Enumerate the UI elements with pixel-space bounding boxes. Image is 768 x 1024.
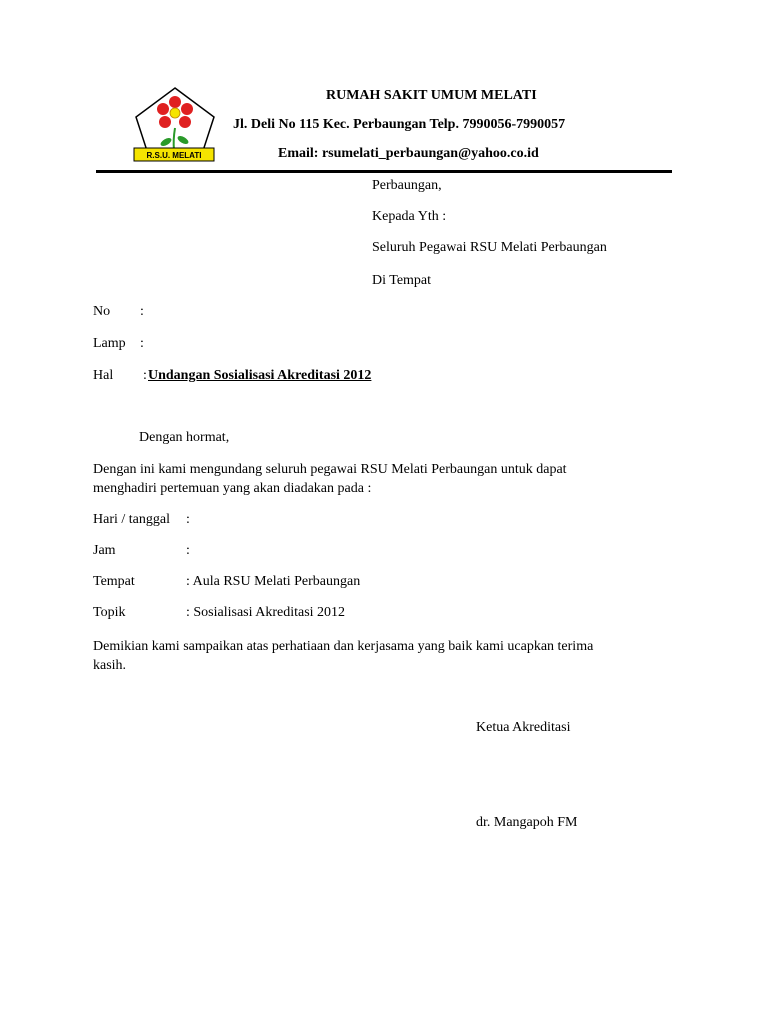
hal-separator: : <box>143 368 147 383</box>
closing-line-2: kasih. <box>93 658 127 673</box>
recipient-location: Di Tempat <box>372 273 432 288</box>
detail-label-place: Tempat <box>93 574 135 589</box>
closing-line-1: Demikian kami sampaikan atas perhatiaan dan kerjasama yang baik kami ucapkan terima <box>93 639 594 654</box>
hospital-name: RUMAH SAKIT UMUM MELATI <box>326 88 537 103</box>
recipient-addressee: Seluruh Pegawai RSU Melati Perbaungan <box>372 240 607 255</box>
hospital-email: Email: rsumelati_perbaungan@yahoo.co.id <box>278 146 539 161</box>
detail-label-time: Jam <box>93 543 116 558</box>
hospital-address: Jl. Deli No 115 Kec. Perbaungan Telp. 7990056-7990057 <box>233 117 566 132</box>
hal-subject: Undangan Sosialisasi Akreditasi 2012 <box>148 368 372 383</box>
lamp-label: Lamp <box>93 336 126 351</box>
intro-line-2: menghadiri pertemuan yang akan diadakan pada : <box>93 481 372 496</box>
detail-label-topic: Topik <box>93 605 126 620</box>
recipient-to: Kepada Yth : <box>372 209 447 224</box>
detail-value-date: : <box>186 512 190 527</box>
no-label: No <box>93 304 111 319</box>
greeting: Dengan hormat, <box>139 430 230 445</box>
detail-value-place: : Aula RSU Melati Perbaungan <box>186 574 361 589</box>
signature-role: Ketua Akreditasi <box>476 720 571 735</box>
letterhead-divider <box>96 170 672 173</box>
intro-line-1: Dengan ini kami mengundang seluruh pegawai RSU Melati Perbaungan untuk dapat <box>93 462 567 477</box>
detail-value-topic: : Sosialisasi Akreditasi 2012 <box>186 605 346 620</box>
logo-label: R.S.U. MELATI <box>146 151 202 160</box>
detail-label-date: Hari / tanggal <box>93 512 170 527</box>
lamp-separator: : <box>140 336 144 351</box>
hospital-logo <box>130 84 220 168</box>
hal-label: Hal <box>93 368 114 383</box>
signature-name: dr. Mangapoh FM <box>476 815 578 830</box>
no-separator: : <box>140 304 144 319</box>
place-date: Perbaungan, <box>372 178 442 193</box>
detail-value-time: : <box>186 543 190 558</box>
